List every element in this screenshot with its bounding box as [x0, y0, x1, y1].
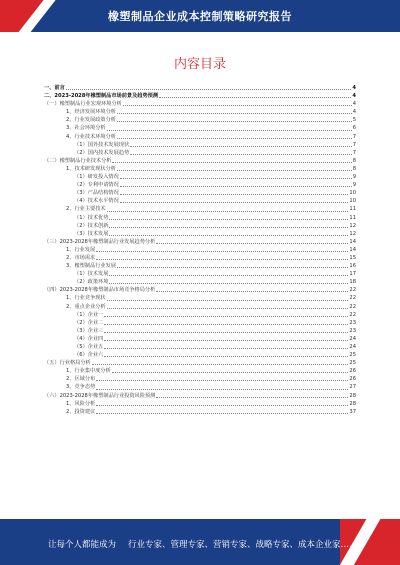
toc-entry[interactable]: [44, 173, 356, 181]
toc-entry-label: 4、行业技术环境分析: [66, 133, 116, 140]
toc-entry-label: （3）产品结构情况: [74, 190, 119, 197]
toc-leader-dots: [117, 113, 352, 114]
toc-leader-dots: [130, 154, 352, 155]
toc-entry[interactable]: [44, 92, 356, 100]
toc-leader-dots: [117, 138, 352, 139]
toc-entry-label: （五）行业格局分析: [44, 360, 91, 367]
toc-entry-label: 3、社会环境分析: [66, 125, 106, 132]
toc-entry[interactable]: [44, 278, 356, 286]
toc-entry-page: 24: [349, 335, 356, 342]
toc-entry-page: 37: [349, 408, 356, 415]
toc-leader-dots: [120, 178, 352, 179]
toc-entry-page: 10: [349, 198, 356, 205]
toc-entry-page: 7: [352, 149, 356, 156]
toc-entry[interactable]: [44, 149, 356, 157]
toc-entry-page: 4: [352, 85, 356, 91]
toc-entry-page: 10: [349, 190, 356, 197]
toc-entry-page: 11: [349, 214, 356, 221]
toc-entry[interactable]: [44, 311, 356, 319]
toc-entry-label: 3、竞争态势: [66, 384, 96, 391]
toc-entry[interactable]: [44, 286, 356, 294]
toc-heading: 内容目录: [173, 57, 226, 72]
toc-entry-page: 28: [349, 400, 356, 407]
toc-entry-page: 4: [352, 109, 356, 116]
toc-leader-dots: [117, 170, 352, 171]
toc-leader-dots: [96, 389, 348, 390]
toc-leader-dots: [96, 380, 348, 381]
toc-entry[interactable]: [44, 400, 356, 408]
toc-entry-page: 4: [352, 101, 356, 108]
toc-entry-page: 8: [352, 157, 356, 164]
toc-entry-page: 22: [349, 311, 356, 318]
toc-leader-dots: [107, 308, 349, 309]
toc-entry[interactable]: [44, 294, 356, 302]
toc-entry-label: 2、重点企业分析: [66, 303, 106, 310]
toc-entry-page: 7: [352, 141, 356, 148]
toc-entry-label: 2、区域分布: [66, 376, 96, 383]
toc-entry[interactable]: [44, 124, 356, 132]
toc-entry-label: （1）研发投入情况: [74, 174, 119, 181]
toc-entry-label: 1、技术研发现状分析: [66, 165, 116, 172]
toc-entry-page: 26: [349, 368, 356, 375]
toc-entry[interactable]: [44, 214, 356, 222]
toc-entry-page: 12: [349, 230, 356, 237]
toc-entry-label: （2）企业二: [74, 319, 104, 326]
toc-entry-page: 22: [349, 303, 356, 310]
toc-entry-page: 22: [349, 287, 356, 294]
toc-entry-label: 一、前言: [44, 85, 65, 91]
toc-leader-dots: [120, 194, 349, 195]
toc-entry[interactable]: [44, 319, 356, 327]
toc-entry-label: （4）企业四: [74, 335, 104, 342]
toc-leader-dots: [104, 348, 348, 349]
toc-entry[interactable]: [44, 165, 356, 173]
toc-entry-label: 2、行业主要技术: [66, 206, 106, 213]
toc-entry[interactable]: [44, 116, 356, 124]
toc-entry[interactable]: [44, 189, 356, 197]
toc-leader-dots: [107, 300, 349, 301]
toc-entry[interactable]: [44, 335, 356, 343]
toc-entry-label: （2）政策环境: [74, 279, 109, 286]
toc-leader-dots: [66, 89, 352, 90]
toc-entry[interactable]: [44, 375, 356, 383]
toc-entry-page: 4: [352, 93, 356, 100]
toc-leader-dots: [109, 275, 348, 276]
toc-leader-dots: [96, 405, 348, 406]
toc-entry[interactable]: [44, 181, 356, 189]
toc-leader-dots: [156, 397, 348, 398]
footer-slogan-items: 行业专家、管理专家、营销专家、战略专家、成本企业家……: [128, 540, 358, 550]
toc-entry-label: 1、风险分析: [66, 400, 96, 407]
toc-entry[interactable]: [44, 383, 356, 391]
toc-entry-page: 27: [349, 384, 356, 391]
table-of-contents: [44, 84, 356, 416]
toc-leader-dots: [92, 364, 349, 365]
toc-entry[interactable]: [44, 270, 356, 278]
toc-entry[interactable]: [44, 230, 356, 238]
toc-entry-label: 2、行业发展政策分析: [66, 117, 116, 124]
toc-entry[interactable]: [44, 246, 356, 254]
toc-entry-label: （2）国内技术发展趋势: [74, 149, 130, 156]
toc-leader-dots: [117, 267, 348, 268]
toc-entry-page: 28: [349, 392, 356, 399]
toc-entry-page: 16: [349, 263, 356, 270]
toc-leader-dots: [109, 235, 348, 236]
toc-entry-page: 9: [352, 182, 356, 189]
toc-entry[interactable]: [44, 303, 356, 311]
toc-leader-dots: [107, 130, 352, 131]
toc-leader-dots: [107, 211, 349, 212]
toc-entry-label: （1）企业一: [74, 311, 104, 318]
toc-leader-dots: [96, 259, 348, 260]
toc-leader-dots: [104, 356, 348, 357]
toc-entry-label: （2）专利申请情况: [74, 182, 119, 189]
toc-entry-page: 14: [349, 246, 356, 253]
toc-leader-dots: [156, 291, 348, 292]
toc-entry-label: （1）技术发展: [74, 271, 109, 278]
toc-entry[interactable]: [44, 133, 356, 141]
toc-entry-page: 23: [349, 327, 356, 334]
toc-entry-page: 5: [352, 117, 356, 124]
toc-leader-dots: [130, 146, 352, 147]
toc-entry[interactable]: [44, 222, 356, 230]
toc-entry[interactable]: [44, 108, 356, 116]
toc-entry-label: 二、2023-2028年橡塑制品市场前景及趋势预测: [44, 93, 159, 100]
toc-entry[interactable]: [44, 392, 356, 400]
toc-entry-page: 23: [349, 319, 356, 326]
toc-leader-dots: [96, 251, 348, 252]
toc-entry-page: 14: [349, 238, 356, 245]
toc-leader-dots: [109, 283, 348, 284]
toc-entry-label: 1、行业竞争现状: [66, 295, 106, 302]
footer-band: [0, 519, 400, 565]
toc-entry-label: 2、投资建议: [66, 408, 96, 415]
toc-leader-dots: [120, 202, 349, 203]
toc-entry-label: （二）橡塑制品行业技术分析: [44, 157, 112, 164]
toc-entry-label: （5）企业五: [74, 344, 104, 350]
toc-entry-label: （1）技术优势: [74, 214, 109, 221]
toc-entry-page: 7: [352, 133, 356, 140]
toc-entry[interactable]: [44, 327, 356, 335]
toc-entry-label: （六）2023-2028年橡塑制品行业投资风险预测: [44, 392, 156, 399]
toc-entry-page: 8: [352, 165, 356, 172]
toc-entry[interactable]: [44, 343, 356, 351]
toc-entry[interactable]: [44, 359, 356, 367]
toc-leader-dots: [104, 340, 348, 341]
toc-entry-label: （2）技术创新: [74, 222, 109, 229]
toc-entry-page: 9: [352, 174, 356, 181]
toc-entry-page: 11: [349, 206, 356, 213]
toc-entry[interactable]: [44, 351, 356, 359]
toc-entry-label: （4）技术水平情况: [74, 198, 119, 205]
toc-entry[interactable]: [44, 157, 356, 165]
toc-entry[interactable]: [44, 408, 356, 416]
toc-entry-label: （6）企业六: [74, 352, 104, 359]
toc-leader-dots: [96, 413, 348, 414]
toc-entry[interactable]: [44, 238, 356, 246]
toc-entry-page: 25: [349, 352, 356, 359]
toc-leader-dots: [112, 162, 351, 163]
report-title: 橡塑制品企业成本控制策略研究报告: [108, 10, 292, 23]
toc-entry-label: 2、市场需求: [66, 254, 96, 261]
toc-leader-dots: [120, 186, 352, 187]
toc-entry-label: （3）技术发展: [74, 230, 109, 237]
toc-entry[interactable]: [44, 197, 356, 205]
toc-leader-dots: [123, 105, 352, 106]
toc-entry-page: 17: [349, 271, 356, 278]
toc-entry[interactable]: [44, 141, 356, 149]
toc-entry-page: 26: [349, 376, 356, 383]
toc-leader-dots: [159, 97, 351, 98]
toc-entry-label: 1、行业集中度分析: [66, 368, 111, 375]
toc-entry-label: （三）2023-2028年橡塑制品行业发展趋势分析: [44, 238, 156, 245]
toc-entry-page: 15: [349, 254, 356, 261]
toc-entry[interactable]: [44, 254, 356, 262]
toc-entry-page: 25: [349, 360, 356, 367]
toc-entry-label: 1、行业发展: [66, 246, 96, 253]
toc-entry-label: （1）国外技术发展现状: [74, 141, 130, 148]
toc-entry[interactable]: [44, 205, 356, 213]
toc-leader-dots: [156, 243, 348, 244]
footer-slogan-prefix: 让每个人都能成为: [48, 540, 117, 550]
toc-leader-dots: [104, 332, 348, 333]
header-band: [0, 0, 400, 32]
toc-leader-dots: [117, 121, 352, 122]
toc-entry[interactable]: [44, 367, 356, 375]
toc-leader-dots: [104, 324, 348, 325]
toc-leader-dots: [104, 316, 348, 317]
toc-entry-label: 3、橡塑制品行业发展: [66, 263, 116, 270]
toc-entry-label: （四）2023-2028年橡塑制品市场竞争格局分析: [44, 287, 156, 294]
toc-entry-page: 24: [349, 344, 356, 350]
toc-entry[interactable]: [44, 100, 356, 108]
toc-leader-dots: [109, 219, 348, 220]
toc-leader-dots: [112, 372, 349, 373]
toc-entry-label: 1、经济发展环境分析: [66, 109, 116, 116]
toc-entry-page: 12: [349, 222, 356, 229]
toc-entry[interactable]: [44, 262, 356, 270]
toc-entry-label: （3）企业三: [74, 327, 104, 334]
toc-entry[interactable]: [44, 84, 356, 92]
toc-entry-page: 6: [352, 125, 356, 132]
toc-leader-dots: [109, 227, 348, 228]
toc-entry-label: （一）橡塑制品行业宏观环境分析: [44, 101, 122, 108]
toc-entry-page: 18: [349, 279, 356, 286]
toc-entry-page: 22: [349, 295, 356, 302]
